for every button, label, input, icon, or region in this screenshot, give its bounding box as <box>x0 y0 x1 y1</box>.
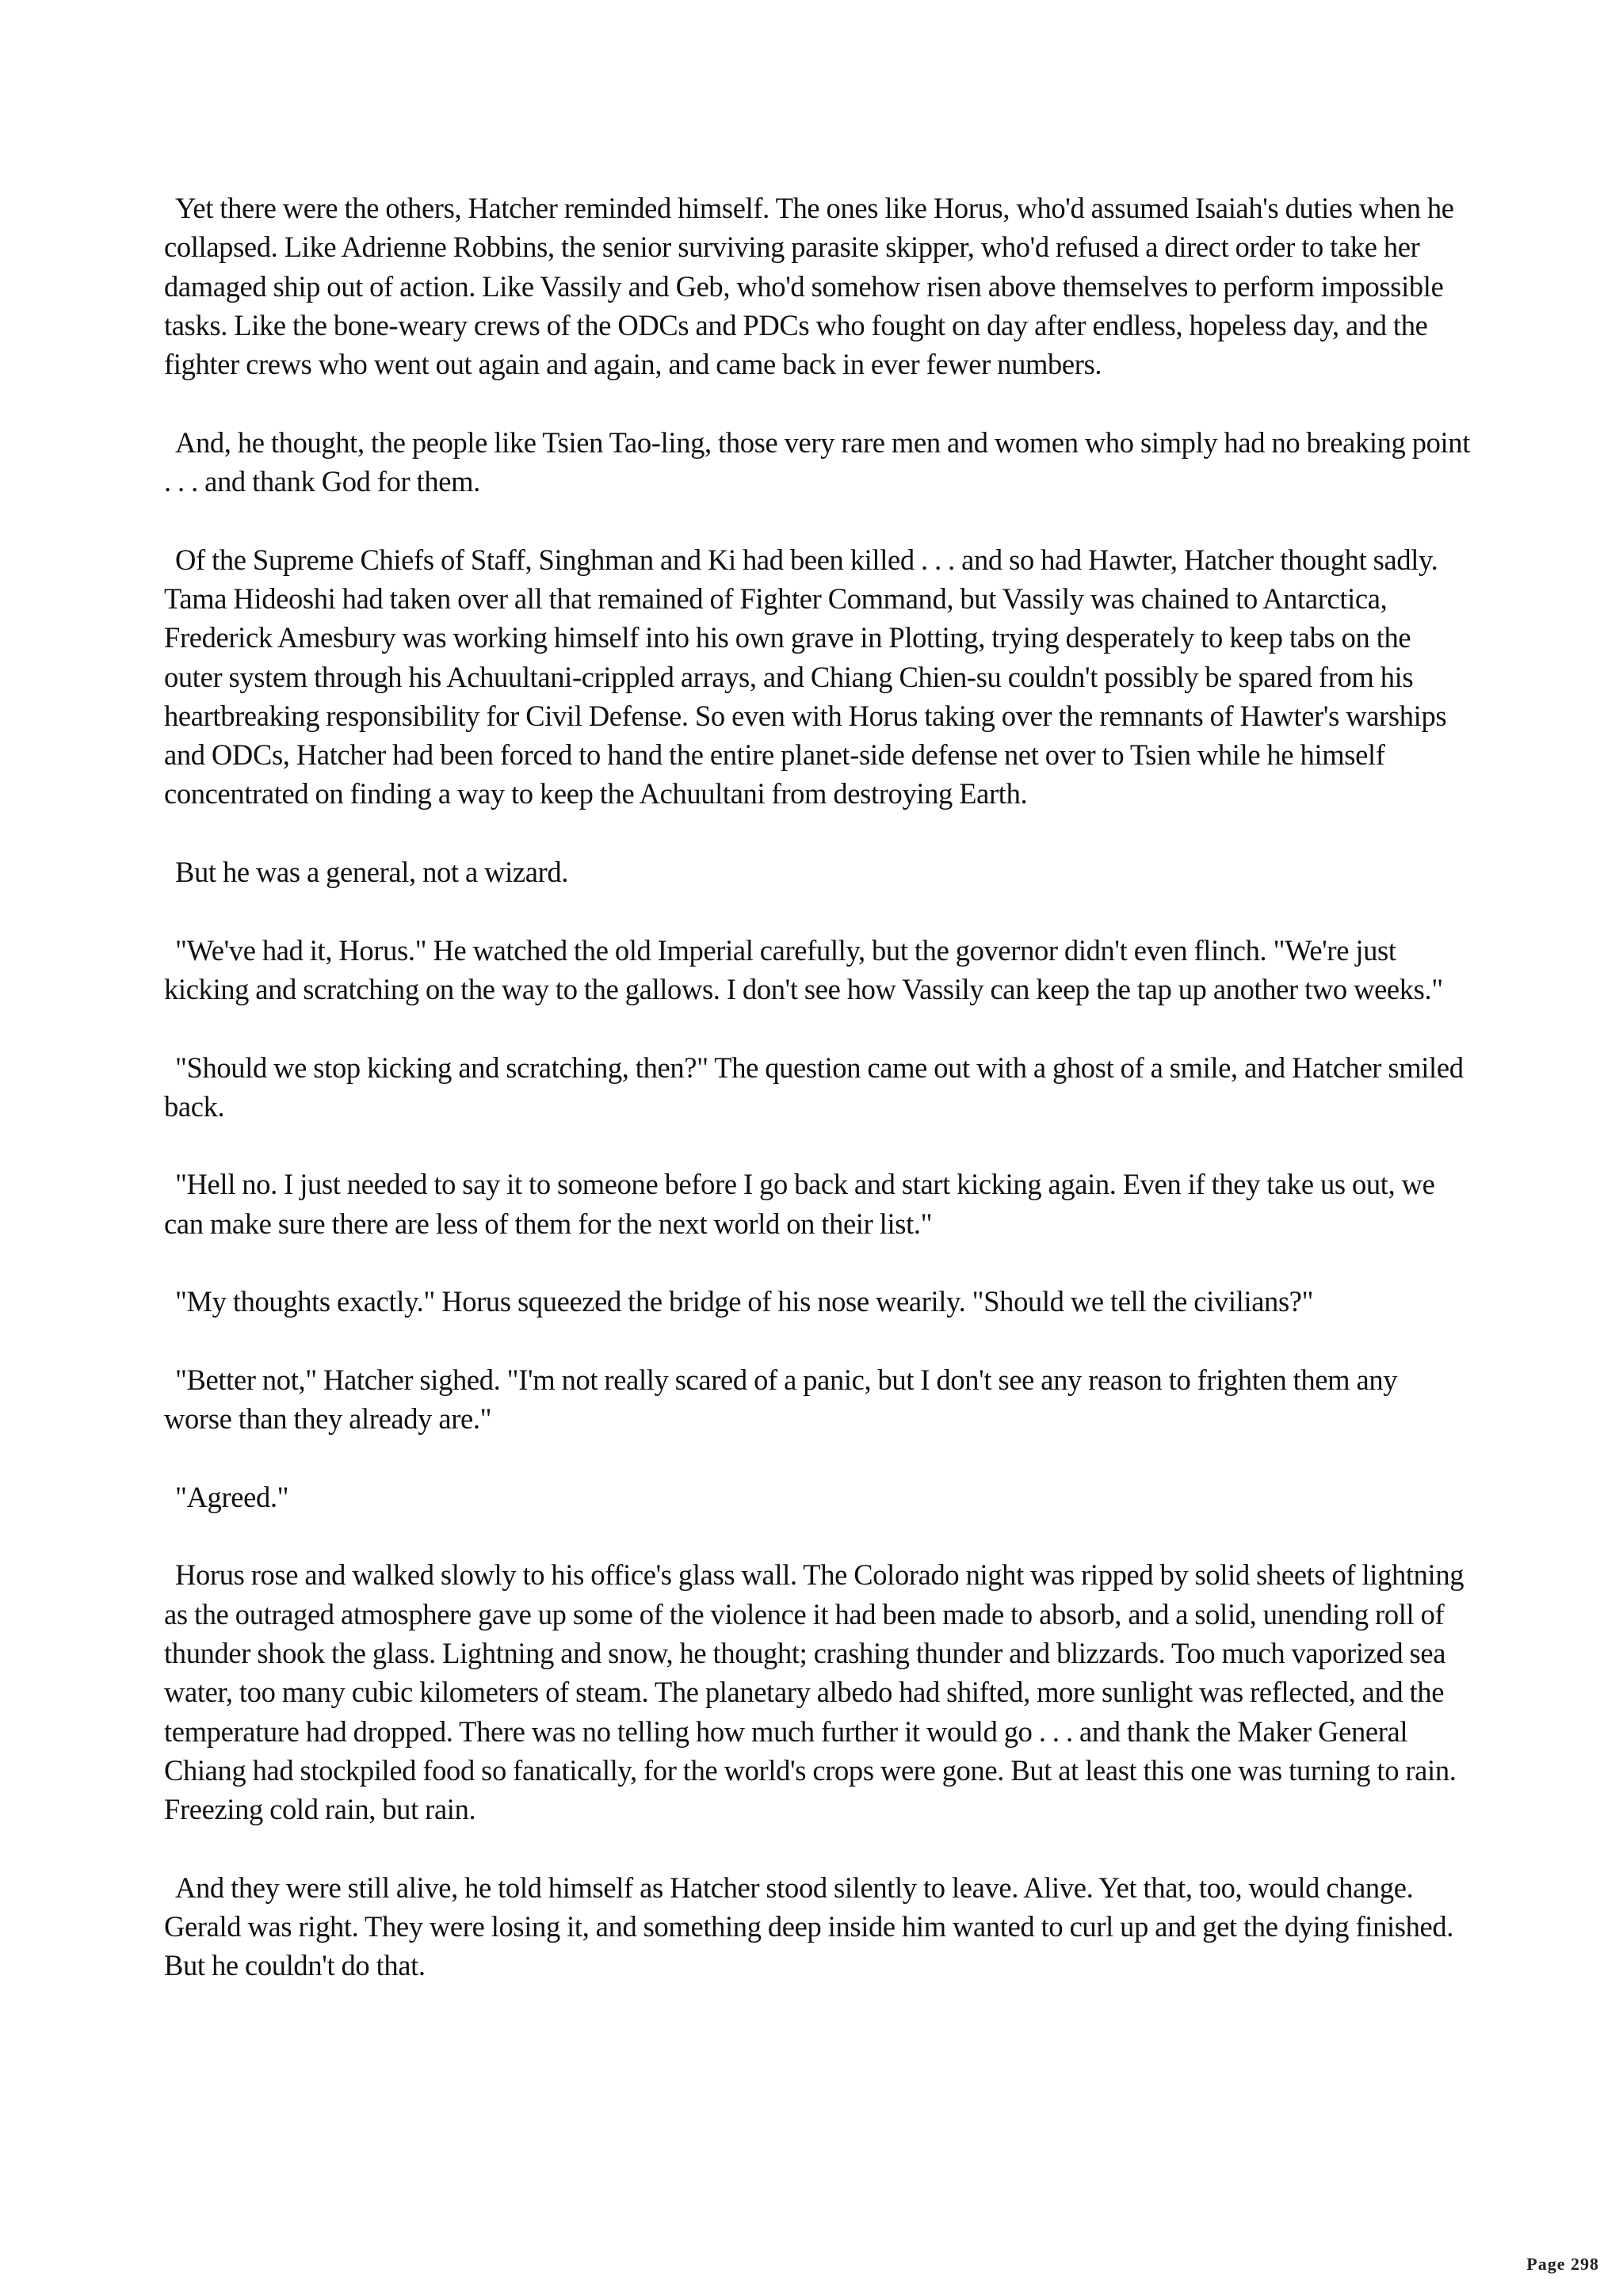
paragraph: "Should we stop kicking and scratching, then?" The question came out with a ghost of a smile, and Hatcher smiled back. <box>164 1051 1464 1123</box>
paragraph: But he was a general, not a wizard. <box>175 856 569 889</box>
paragraph: And, he thought, the people like Tsien Tao-ling, those very rare men and women who simply had no breaking point . . . and thank God for them. <box>164 425 1470 498</box>
paragraph: "Better not," Hatcher sighed. "I'm not really scared of a panic, but I don't see any reason to frighten them any worse than they already are." <box>164 1363 1398 1436</box>
page-number: Page 298 <box>1526 2254 1599 2274</box>
paragraph: "We've had it, Horus." He watched the old Imperial carefully, but the governor didn't even flinch. "We're just kicking and scratching on the way to the gallows. I don't see how Vassily can keep the tap up another two weeks." <box>164 933 1443 1005</box>
paragraph: Of the Supreme Chiefs of Staff, Singhman and Ki had been killed . . . and so had Hawter, Hatcher thought sadly. Tama Hideoshi had taken over all that remained of Fighter Command, but Vassily was chained to Antarctica, Frederick Amesbury was working himself into his own grave in Plotting, trying desperately to keep tabs on the outer system through his Achuultani-crippled arrays, and Chiang Chien-su couldn't possibly be spared from his heartbreaking responsibility for Civil Defense. So even with Horus taking over the remnants of Hawter's warships and ODCs, Hatcher had been forced to hand the entire planet-side defense net over to Tsien while he himself concentrated on finding a way to keep the Achuultani from destroying Earth. <box>164 543 1447 810</box>
paragraph: Horus rose and walked slowly to his office's glass wall. The Colorado night was ripped by solid sheets of lightning as the outraged atmosphere gave up some of the violence it had been made to absorb, and a solid, unending roll of thunder shook the glass. Lightning and snow, he thought; crashing thunder and blizzards. Too much vaporized sea water, too many cubic kilometers of steam. The planetary albedo had shifted, more sunlight was reflected, and the temperature had dropped. There was no telling how much further it would go . . . and thank the Maker General Chiang had stockpiled food so fanatically, for the world's crops were gone. But at least this one was turning to rain. Freezing cold rain, but rain. <box>164 1558 1465 1826</box>
paragraph: "My thoughts exactly." Horus squeezed the bridge of his nose wearily. "Should we tell the civilians?" <box>175 1285 1314 1318</box>
paragraph: "Hell no. I just needed to say it to someone before I go back and start kicking again. Even if they take us out, we can make sure there are less of them for the next world on their list." <box>164 1168 1435 1240</box>
paragraph: And they were still alive, he told himself as Hatcher stood silently to leave. Alive. Yet that, too, would change. Gerald was right. They were losing it, and something deep inside him wanted to curl up and get the dying finished. But he couldn't do that. <box>164 1871 1454 1982</box>
paragraph: Yet there were the others, Hatcher reminded himself. The ones like Horus, who'd assumed Isaiah's duties when he collapsed. Like Adrienne Robbins, the senior surviving parasite skipper, who'd refused a direct order to take her damaged ship out of action. Like Vassily and Geb, who'd somehow risen above themselves to perform impossible tasks. Like the bone-weary crews of the ODCs and PDCs who fought on day after endless, hopeless day, and the fighter crews who went out again and again, and came back in ever fewer numbers. <box>164 192 1454 381</box>
paragraph: "Agreed." <box>175 1480 289 1513</box>
page-body <box>164 189 1470 2024</box>
